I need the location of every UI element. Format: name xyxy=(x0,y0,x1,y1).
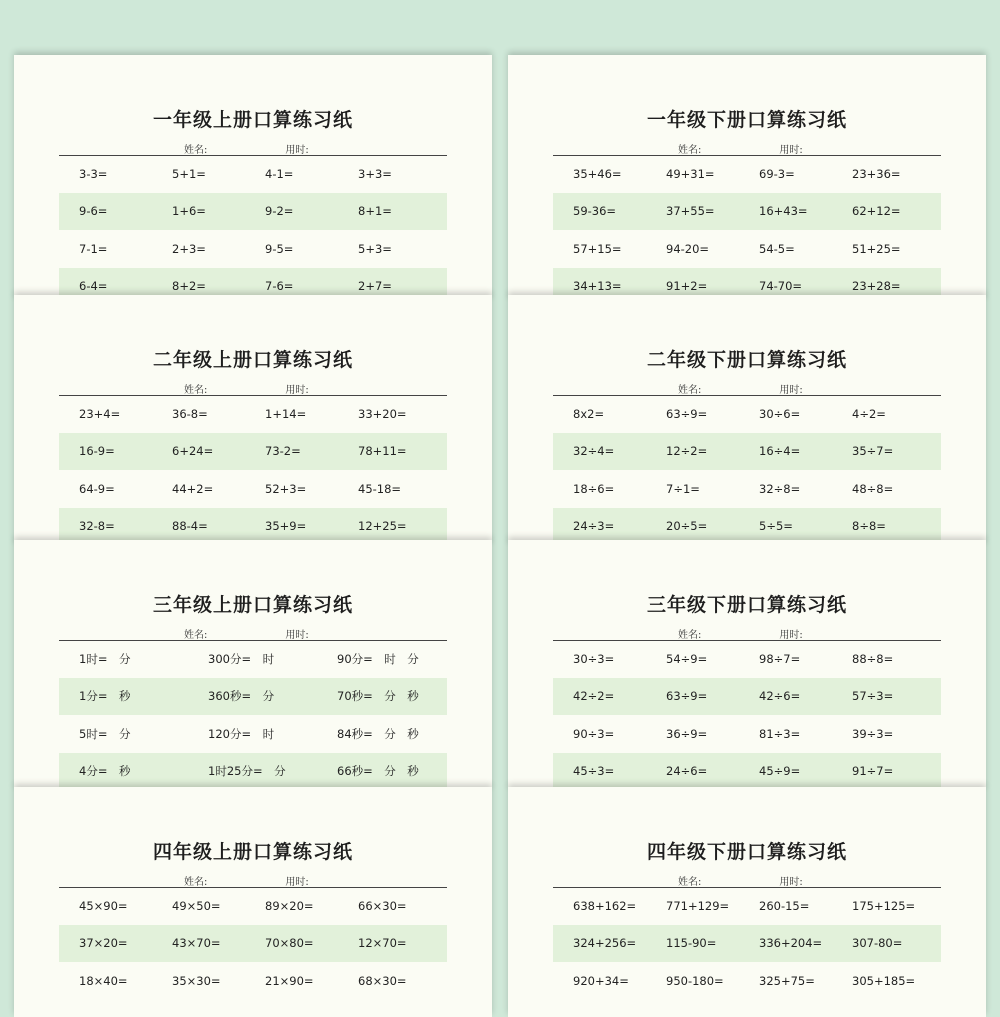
problem-cell: 45÷9= xyxy=(759,764,801,779)
name-field xyxy=(678,873,763,888)
problem-cell: 54÷9= xyxy=(666,651,708,666)
problem-row xyxy=(553,887,941,925)
name-field xyxy=(678,381,763,396)
worksheet-4 xyxy=(508,295,986,545)
problem-cell: 63÷9= xyxy=(666,406,708,421)
problem-cell: 81÷3= xyxy=(759,726,801,741)
problem-cell: 49×50= xyxy=(172,898,221,913)
problem-row xyxy=(553,395,941,433)
worksheet-3 xyxy=(14,295,492,545)
problem-cell: 90÷3= xyxy=(573,726,615,741)
problem-row xyxy=(553,470,941,508)
problem-row xyxy=(553,678,941,716)
problem-row xyxy=(59,155,447,193)
time-field xyxy=(285,873,370,888)
problem-cell: 1时= 分 xyxy=(79,651,131,666)
problem-cell: 63÷9= xyxy=(666,689,708,704)
worksheet-title: 一年级下册口算练习纸 xyxy=(646,109,847,131)
problem-row xyxy=(59,715,447,753)
problem-cell: 24÷3= xyxy=(573,519,615,534)
problem-row xyxy=(59,433,447,471)
problem-cell: 64-9= xyxy=(79,481,115,496)
problem-cell: 62+12= xyxy=(852,204,901,219)
time-field-label: 用时: xyxy=(285,877,309,888)
problem-row xyxy=(553,433,941,471)
problem-row xyxy=(59,230,447,268)
time-field-label: 用时: xyxy=(779,145,803,156)
problem-cell: 12÷2= xyxy=(666,444,708,459)
problem-cell: 2+7= xyxy=(358,279,392,294)
problem-cell: 8+2= xyxy=(172,279,206,294)
name-field xyxy=(678,626,763,641)
problem-row xyxy=(553,715,941,753)
name-field xyxy=(184,141,269,156)
problem-cell: 35÷7= xyxy=(852,444,894,459)
problem-cell: 57+15= xyxy=(573,241,622,256)
name-field-label: 姓名: xyxy=(184,385,208,396)
problem-cell: 9-2= xyxy=(265,204,294,219)
problem-cell: 4-1= xyxy=(265,166,294,181)
problem-cell: 88÷8= xyxy=(852,651,894,666)
problem-cell: 21×90= xyxy=(265,973,314,988)
time-field xyxy=(779,873,864,888)
problem-cell: 950-180= xyxy=(666,973,724,988)
problem-cell: 307-80= xyxy=(852,936,903,951)
problem-cell: 43×70= xyxy=(172,936,221,951)
time-field xyxy=(285,626,370,641)
time-field xyxy=(779,141,864,156)
problem-grid xyxy=(59,395,447,545)
time-field xyxy=(285,381,370,396)
problem-cell: 30÷3= xyxy=(573,651,615,666)
worksheet-8 xyxy=(508,787,986,1017)
problem-cell: 771+129= xyxy=(666,898,730,913)
name-field xyxy=(184,873,269,888)
problem-cell: 42÷6= xyxy=(759,689,801,704)
problem-cell: 2+3= xyxy=(172,241,206,256)
worksheet-1 xyxy=(14,55,492,300)
problem-grid xyxy=(59,887,447,1000)
worksheet-6 xyxy=(508,540,986,790)
problem-cell: 360秒= 分 xyxy=(208,689,275,704)
problem-cell: 35+46= xyxy=(573,166,622,181)
problem-cell: 45÷3= xyxy=(573,764,615,779)
problem-cell: 91+2= xyxy=(666,279,708,294)
problem-cell: 5+3= xyxy=(358,241,392,256)
problem-grid xyxy=(553,395,941,545)
name-field-label: 姓名: xyxy=(678,145,702,156)
time-field xyxy=(779,381,864,396)
problem-cell: 42÷2= xyxy=(573,689,615,704)
problem-cell: 35+9= xyxy=(265,519,307,534)
worksheet-header-fields xyxy=(678,381,865,396)
problem-cell: 5÷5= xyxy=(759,519,793,534)
problem-cell: 69-3= xyxy=(759,166,795,181)
problem-row xyxy=(59,470,447,508)
worksheet-title: 四年级下册口算练习纸 xyxy=(646,841,847,863)
name-field-label: 姓名: xyxy=(184,630,208,641)
worksheet-2 xyxy=(508,55,986,300)
problem-cell: 30÷6= xyxy=(759,406,801,421)
problem-row xyxy=(553,155,941,193)
name-field-label: 姓名: xyxy=(678,630,702,641)
worksheet-header-fields xyxy=(184,626,371,641)
problem-cell: 36-8= xyxy=(172,406,208,421)
time-field xyxy=(285,141,370,156)
worksheet-title: 一年级上册口算练习纸 xyxy=(152,109,353,131)
worksheet-title: 三年级下册口算练习纸 xyxy=(646,594,847,616)
problem-cell: 5+1= xyxy=(172,166,206,181)
problem-grid xyxy=(553,887,941,1000)
worksheet-header-fields xyxy=(678,141,865,156)
problem-cell: 120分= 时 xyxy=(208,726,275,741)
problem-cell: 90分= 时 分 xyxy=(337,651,419,666)
problem-cell: 45-18= xyxy=(358,481,402,496)
problem-row xyxy=(553,962,941,1000)
problem-cell: 638+162= xyxy=(573,898,637,913)
problem-cell: 24÷6= xyxy=(666,764,708,779)
problem-cell: 18÷6= xyxy=(573,481,615,496)
problem-cell: 66秒= 分 秒 xyxy=(337,764,419,779)
problem-cell: 3-3= xyxy=(79,166,108,181)
problem-row xyxy=(553,925,941,963)
name-field-label: 姓名: xyxy=(678,385,702,396)
problem-row xyxy=(59,193,447,231)
problem-cell: 9-5= xyxy=(265,241,294,256)
problem-cell: 325+75= xyxy=(759,973,815,988)
name-field xyxy=(678,141,763,156)
problem-cell: 23+28= xyxy=(852,279,901,294)
name-field-label: 姓名: xyxy=(678,877,702,888)
problem-cell: 260-15= xyxy=(759,898,810,913)
problem-cell: 37×20= xyxy=(79,936,128,951)
problem-cell: 336+204= xyxy=(759,936,823,951)
name-field xyxy=(184,626,269,641)
problem-cell: 78+11= xyxy=(358,444,407,459)
time-field-label: 用时: xyxy=(779,630,803,641)
problem-cell: 89×20= xyxy=(265,898,314,913)
problem-cell: 68×30= xyxy=(358,973,407,988)
problem-row xyxy=(59,678,447,716)
time-field-label: 用时: xyxy=(285,385,309,396)
problem-cell: 23+36= xyxy=(852,166,901,181)
problem-cell: 33+20= xyxy=(358,406,407,421)
time-field-label: 用时: xyxy=(779,877,803,888)
problem-cell: 300分= 时 xyxy=(208,651,275,666)
worksheet-header-fields xyxy=(678,873,865,888)
problem-cell: 98÷7= xyxy=(759,651,801,666)
problem-grid xyxy=(553,155,941,300)
problem-cell: 73-2= xyxy=(265,444,301,459)
problem-cell: 4分= 秒 xyxy=(79,764,131,779)
problem-cell: 16-9= xyxy=(79,444,115,459)
problem-row xyxy=(59,640,447,678)
problem-cell: 32÷4= xyxy=(573,444,615,459)
problem-cell: 54-5= xyxy=(759,241,795,256)
problem-cell: 59-36= xyxy=(573,204,617,219)
worksheet-header-fields xyxy=(184,381,371,396)
problem-cell: 175+125= xyxy=(852,898,916,913)
problem-cell: 7÷1= xyxy=(666,481,700,496)
problem-cell: 32-8= xyxy=(79,519,115,534)
problem-cell: 39÷3= xyxy=(852,726,894,741)
problem-cell: 305+185= xyxy=(852,973,916,988)
problem-cell: 45×90= xyxy=(79,898,128,913)
worksheet-title: 二年级上册口算练习纸 xyxy=(152,349,353,371)
problem-cell: 1+6= xyxy=(172,204,206,219)
worksheet-title: 三年级上册口算练习纸 xyxy=(152,594,353,616)
worksheet-7 xyxy=(14,787,492,1017)
problem-row xyxy=(553,193,941,231)
time-field xyxy=(779,626,864,641)
problem-cell: 3+3= xyxy=(358,166,392,181)
problem-cell: 84秒= 分 秒 xyxy=(337,726,419,741)
problem-cell: 37+55= xyxy=(666,204,715,219)
problem-cell: 12+25= xyxy=(358,519,407,534)
problem-cell: 920+34= xyxy=(573,973,629,988)
problem-grid xyxy=(59,640,447,790)
worksheet-5 xyxy=(14,540,492,790)
problem-cell: 74-70= xyxy=(759,279,803,294)
worksheet-header-fields xyxy=(184,141,371,156)
problem-cell: 49+31= xyxy=(666,166,715,181)
problem-row xyxy=(59,887,447,925)
problem-cell: 8÷8= xyxy=(852,519,886,534)
worksheet-header-fields xyxy=(678,626,865,641)
problem-cell: 1分= 秒 xyxy=(79,689,131,704)
problem-cell: 48÷8= xyxy=(852,481,894,496)
problem-cell: 18×40= xyxy=(79,973,128,988)
problem-cell: 12×70= xyxy=(358,936,407,951)
problem-cell: 51+25= xyxy=(852,241,901,256)
problem-cell: 35×30= xyxy=(172,973,221,988)
problem-cell: 91÷7= xyxy=(852,764,894,779)
time-field-label: 用时: xyxy=(779,385,803,396)
problem-cell: 32÷8= xyxy=(759,481,801,496)
problem-cell: 94-20= xyxy=(666,241,710,256)
problem-cell: 6+24= xyxy=(172,444,214,459)
problem-grid xyxy=(59,155,447,300)
problem-cell: 36÷9= xyxy=(666,726,708,741)
problem-cell: 7-6= xyxy=(265,279,294,294)
problem-grid xyxy=(553,640,941,790)
problem-row xyxy=(59,753,447,791)
problem-row xyxy=(59,925,447,963)
problem-cell: 66×30= xyxy=(358,898,407,913)
name-field-label: 姓名: xyxy=(184,145,208,156)
time-field-label: 用时: xyxy=(285,145,309,156)
worksheet-title: 四年级上册口算练习纸 xyxy=(152,841,353,863)
problem-cell: 6-4= xyxy=(79,279,108,294)
problem-row xyxy=(553,753,941,791)
problem-cell: 52+3= xyxy=(265,481,307,496)
problem-cell: 1+14= xyxy=(265,406,307,421)
problem-cell: 34+13= xyxy=(573,279,622,294)
problem-cell: 5时= 分 xyxy=(79,726,131,741)
problem-cell: 16+43= xyxy=(759,204,808,219)
problem-cell: 57÷3= xyxy=(852,689,894,704)
problem-cell: 70秒= 分 秒 xyxy=(337,689,419,704)
problem-cell: 16÷4= xyxy=(759,444,801,459)
problem-row xyxy=(553,640,941,678)
problem-cell: 23+4= xyxy=(79,406,121,421)
problem-cell: 8x2= xyxy=(573,406,605,421)
time-field-label: 用时: xyxy=(285,630,309,641)
problem-cell: 44+2= xyxy=(172,481,214,496)
problem-cell: 7-1= xyxy=(79,241,108,256)
problem-cell: 88-4= xyxy=(172,519,208,534)
worksheet-title: 二年级下册口算练习纸 xyxy=(646,349,847,371)
problem-cell: 9-6= xyxy=(79,204,108,219)
name-field-label: 姓名: xyxy=(184,877,208,888)
problem-cell: 1时25分= 分 xyxy=(208,764,286,779)
worksheet-header-fields xyxy=(184,873,371,888)
problem-row xyxy=(59,962,447,1000)
problem-cell: 20÷5= xyxy=(666,519,708,534)
problem-cell: 324+256= xyxy=(573,936,637,951)
problem-cell: 70×80= xyxy=(265,936,314,951)
problem-cell: 8+1= xyxy=(358,204,392,219)
problem-row xyxy=(59,395,447,433)
name-field xyxy=(184,381,269,396)
problem-cell: 4÷2= xyxy=(852,406,886,421)
problem-cell: 115-90= xyxy=(666,936,717,951)
problem-row xyxy=(553,230,941,268)
